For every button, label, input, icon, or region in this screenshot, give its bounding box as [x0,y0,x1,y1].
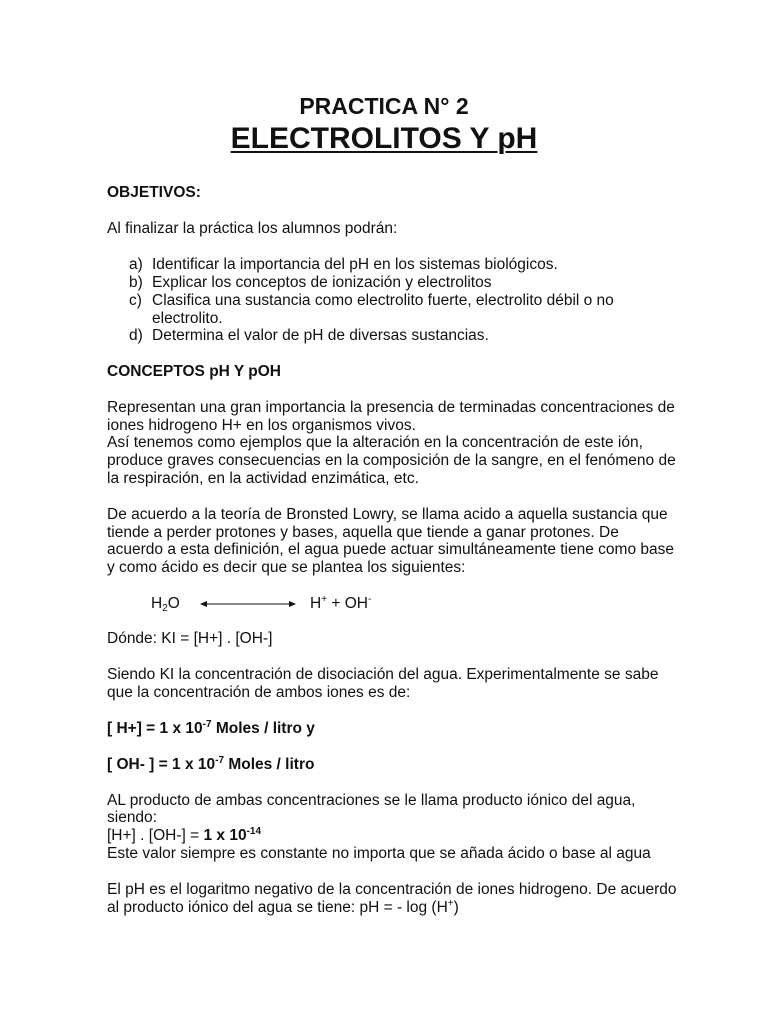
list-item-letter: d) [129,327,143,344]
paragraph-line: Así tenemos como ejemplos que la alteración en la concentración de este ión, [107,434,643,451]
double-arrow-icon [200,598,296,610]
paragraph-line: tiende a perder protones y bases, aquella que tiende a ganar protones. De [107,524,619,541]
paragraph-line: Este valor siempre es constante no importa que se añada ácido o base al agua [107,845,651,862]
ionic-product-prefix: [H+] . [OH-] = [107,827,204,844]
paragraph-line: De acuerdo a la teoría de Bronsted Lowry, se llama acido a aquella sustancia que [107,506,668,523]
h-eq-exponent: -7 [202,719,212,730]
paragraph-line: y como ácido es decir que se plantea los siguientes: [107,559,466,576]
paragraph-line: la respiración, en la actividad enzimática, etc. [107,470,419,487]
ionic-product-line [107,827,261,845]
paragraph-line: siendo: [107,809,157,826]
ionic-product-value: 1 x 10 [203,827,247,844]
equation-left-subscript: 2 [162,603,168,614]
equation-left [151,595,180,613]
oh-concentration-equation [107,756,314,774]
list-item-text: Clasifica una sustancia como electrolito fuerte, electrolito débil o no [152,292,614,309]
paragraph-line: Representan una gran importancia la presencia de terminadas concentraciones de [107,399,675,416]
equation-left-h: H [151,595,163,612]
list-item-text: Determina el valor de pH de diversas sustancias. [152,327,489,344]
paragraph-line: El pH es el logaritmo negativo de la concentración de iones hidrogeno. De acuerdo [107,881,677,898]
paragraph-line: acuerdo a esta definición, el agua puede actuar simultáneamente tiene como base [107,541,674,558]
h-eq-prefix: [ H+] = 1 x 10 [107,720,203,737]
equation-right-oh: + OH [327,595,368,612]
equation-left-o: O [167,595,180,612]
equation-right-h: H [310,595,322,612]
list-item-letter: b) [129,274,143,291]
h-concentration-equation [107,720,315,738]
ph-definition-prefix: al producto iónico del agua se tiene: pH = - log (H [107,899,448,916]
oh-eq-prefix: [ OH- ] = 1 x 10 [107,756,216,773]
ph-definition-suffix: ) [453,899,459,916]
ph-definition-line [107,899,459,917]
practice-title: PRACTICA N° 2 [299,93,469,119]
paragraph-line: iones hidrogeno H+ en los organismos vivos. [107,417,416,434]
paragraph-line: que la concentración de ambos iones es de: [107,684,411,701]
oh-eq-exponent: -7 [215,755,225,766]
equation-right-oh-charge: - [367,594,372,605]
paragraph-line: Siendo KI la concentración de disociación del agua. Experimentalmente se sabe [107,666,659,683]
list-item-text-continued: electrolito. [152,310,223,327]
ph-definition-charge: + [447,898,454,909]
document-title-text: ELECTROLITOS Y pH [230,122,538,155]
objetivos-heading: OBJETIVOS: [107,184,201,201]
paragraph-line: produce graves consecuencias en la composición de la sangre, en el fenómeno de [107,452,676,469]
list-item-text: Explicar los conceptos de ionización y electrolitos [152,274,492,291]
document-title [0,122,768,156]
ionic-product-exponent: -14 [246,826,262,837]
oh-eq-suffix: Moles / litro [224,756,315,773]
paragraph-line: AL producto de ambas concentraciones se le llama producto iónico del agua, [107,792,636,809]
donde-line: Dónde: KI = [H+] . [OH-] [107,630,273,647]
equation-right-h-charge: + [321,594,328,605]
list-item-text: Identificar la importancia del pH en los sistemas biológicos. [152,256,558,273]
list-item-letter: c) [129,292,142,309]
h-eq-suffix: Moles / litro y [211,720,315,737]
conceptos-heading: CONCEPTOS pH Y pOH [107,363,281,380]
list-item-letter: a) [129,256,143,273]
equation-right [310,595,371,613]
objetivos-intro: Al finalizar la práctica los alumnos podrán: [107,220,398,237]
